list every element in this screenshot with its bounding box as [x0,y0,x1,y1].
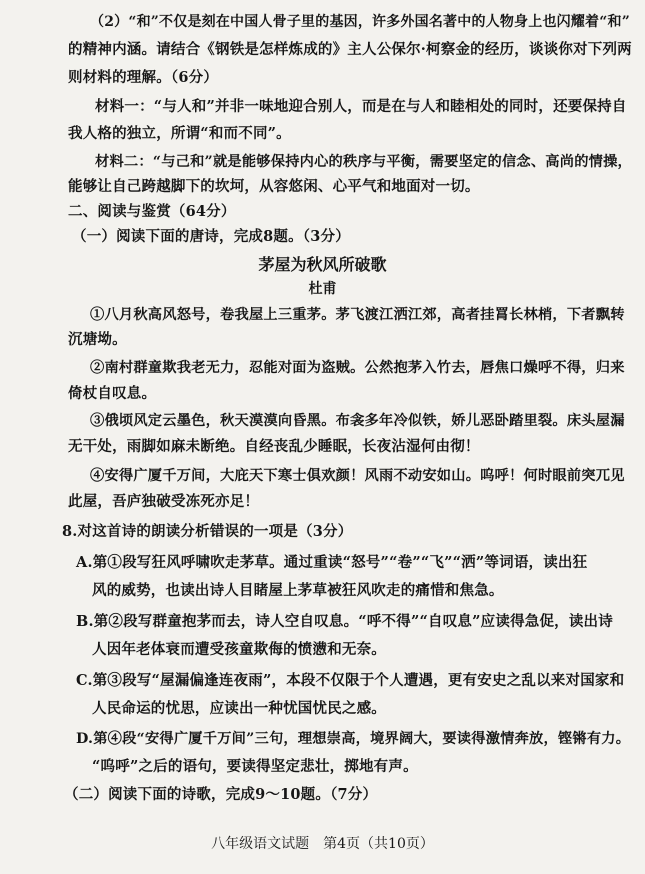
page-footer: 八年级语文试题 第4页（共10页） [211,836,434,852]
poem-para1-line1: ①八月秋高风怒号，卷我屋上三重茅。茅飞渡江洒江郊，高者挂罥长林梢，下者飘转 [90,307,625,323]
q2-line2: 的精神内涵。请结合《钢铁是怎样炼成的》主人公保尔·柯察金的经历，谈谈你对下列两 [68,41,632,58]
poem-para4-line2: 此屋，吾庐独破受冻死亦足！ [68,493,260,510]
q8-option-b-line2: 人因年老体衰而遭受孩童欺侮的愤懑和无奈。 [92,641,386,658]
material2-line1: 材料二：“与己和”就是能够保持内心的秩序与平衡，需要坚定的信念、高尚的情操， [95,154,632,170]
material1-line1: 材料一：“与人和”并非一味地迎合别人，而是在与人和睦相处的同时，还要保持自 [95,98,627,115]
poem-para2-line1: ②南村群童欺我老无力，忍能对面为盗贼。公然抱茅入竹去，唇焦口燥呼不得，归来 [90,360,625,376]
material2-line2: 能够让自己跨越脚下的坎坷，从容悠闲、心平气和地面对一切。 [68,178,480,195]
poem-title: 茅屋为秋风所破歌 [258,255,387,274]
q8-option-a-line2: 风的威势，也读出诗人目睹屋上茅草被狂风吹走的痛惜和焦急。 [92,582,504,599]
q8-option-c-line1: C.第③段写“屋漏偏逢连夜雨”，本段不仅限于个人遭遇，更有安史之乱以来对国家和 [76,672,625,689]
poem-para4-line1: ④安得广厦千万间，大庇天下寒士俱欢颜！风雨不动安如山。呜呼！何时眼前突兀见 [90,468,625,484]
poem-para3-line2: 无干处，雨脚如麻未断绝。自经丧乱少睡眠，长夜沾湿何由彻！ [68,438,480,455]
q8-option-d-line2: “呜呼”之后的语句，要读得坚定悲壮，掷地有声。 [92,758,418,775]
q8-option-d-line1: D.第④段“安得广厦千万间”三句，理想崇高，境界阔大，要读得激情奔放，铿锵有力。 [76,731,631,747]
section2-sub1: （一）阅读下面的唐诗，完成8题。（3分） [72,228,350,245]
q8-option-c-line2: 人民命运的忧思，应读出一种忧国忧民之感。 [92,700,386,717]
q8-stem: 8.对这首诗的朗读分析错误的一项是（3分） [62,523,353,540]
section2-heading: 二、阅读与鉴赏（64分） [68,203,236,220]
q8-option-a-line1: A.第①段写狂风呼啸吹走茅草。通过重读“怒号”“卷”“飞”“洒”等词语，读出狂 [76,554,588,571]
material1-line2: 我人格的独立，所谓“和而不同”。 [68,125,291,142]
q8-option-b-line1: B.第②段写群童抱茅而去，诗人空自叹息。“呼不得”“自叹息”应读得急促，读出诗 [76,613,613,630]
section2-sub2: （二）阅读下面的诗歌，完成9～10题。（7分） [64,786,378,803]
poem-para2-line2: 倚杖自叹息。 [68,385,157,402]
poem-para3-line1: ③俄顷风定云墨色，秋天漠漠向昏黑。布衾多年冷似铁，娇儿恶卧踏里裂。床头屋漏 [90,413,625,429]
q2-line3: 则材料的理解。（6分） [68,69,219,86]
poem-author: 杜甫 [308,281,337,297]
poem-para1-line2: 沉塘坳。 [68,331,127,348]
q2-line1: （2）“和”不仅是刻在中国人骨子里的基因，许多外国名著中的人物身上也闪耀着“和” [90,14,630,30]
